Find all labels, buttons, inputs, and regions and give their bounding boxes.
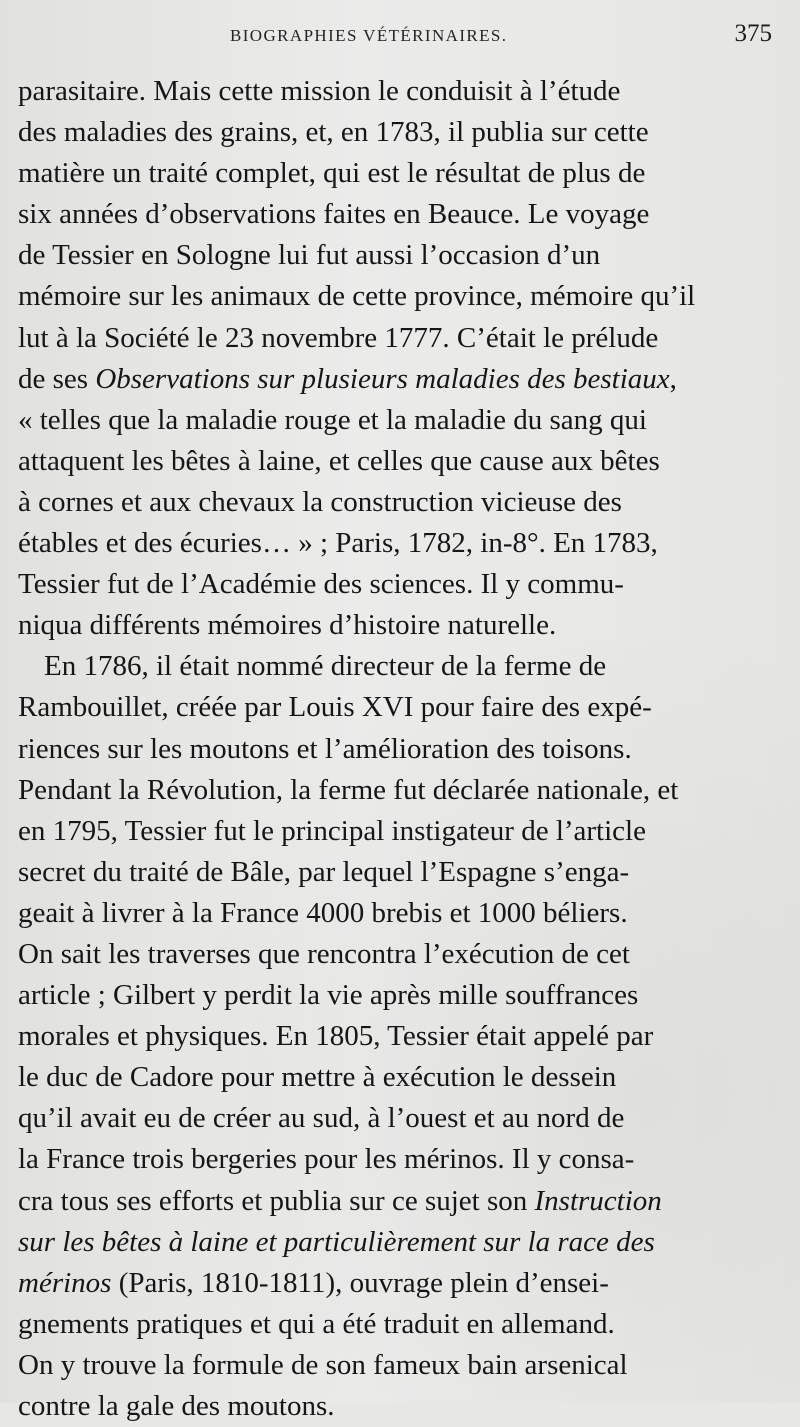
text-line: contre la gale des moutons. (18, 1390, 335, 1422)
text-line: six années d’observations faites en Beauce. Le voyage (18, 198, 650, 231)
paragraph-start-line: En 1786, il était nommé directeur de la ferme de (44, 650, 607, 683)
text-line: On y trouve la formule de son fameux bain arsenical (18, 1348, 628, 1381)
text-line: gnements pratiques et qui a été traduit en allemand. (18, 1307, 615, 1340)
text-line-with-italic-title (18, 1222, 773, 1263)
text-line: matière un traité complet, qui est le résultat de plus de (18, 157, 646, 190)
line-text: (Paris, 1810-1811), ouvrage plein d’ensei- (111, 1266, 609, 1299)
italic-title: sur les bêtes à laine et particulièrement sur la race des (18, 1225, 655, 1258)
body-text (18, 71, 773, 1427)
text-line: étables et des écuries… » ; Paris, 1782, in-8°. En 1783, (18, 527, 658, 560)
text-line: le duc de Cadore pour mettre à exécution le dessein (18, 1061, 617, 1094)
text-line: On sait les traverses que rencontra l’exécution de cet (18, 937, 630, 970)
text-line: « telles que la maladie rouge et la maladie du sang qui (18, 403, 647, 436)
italic-title: mérinos (18, 1266, 112, 1299)
text-line: lut à la Société le 23 novembre 1777. C’était le prélude (18, 321, 659, 354)
text-line: morales et physiques. En 1805, Tessier était appelé par (18, 1020, 654, 1053)
text-line: de Tessier en Sologne lui fut aussi l’occasion d’un (18, 239, 601, 272)
italic-title: Observations sur plusieurs maladies des bestiaux (95, 362, 670, 395)
text-line: à cornes et aux chevaux la construction vicieuse des (18, 485, 622, 518)
line-text: , (669, 362, 677, 395)
line-text: cra tous ses efforts et publia sur ce sujet son (18, 1184, 535, 1217)
text-line: parasitaire. Mais cette mission le conduisit à l’étude (18, 75, 621, 107)
text-line: Pendant la Révolution, la ferme fut déclarée nationale, et (18, 773, 679, 806)
text-line: en 1795, Tessier fut le principal instigateur de l’article (18, 814, 646, 847)
text-line: qu’il avait eu de créer au sud, à l’ouest et au nord de (18, 1102, 625, 1135)
text-line: geait à livrer à la France 4000 brebis et 1000 béliers. (18, 896, 628, 929)
text-line: riences sur les moutons et l’amélioration des toisons. (18, 732, 632, 765)
text-line: secret du traité de Bâle, par lequel l’Espagne s’enga- (18, 855, 630, 888)
page-header (0, 20, 800, 54)
text-line: article ; Gilbert y perdit la vie après mille souffrances (18, 979, 639, 1012)
text-line-with-italic-title (18, 359, 773, 400)
text-line: des maladies des grains, et, en 1783, il publia sur cette (18, 116, 649, 149)
running-head: BIOGRAPHIES VÉTÉRINAIRES. (230, 26, 508, 45)
text-line: niqua différents mémoires d’histoire naturelle. (18, 609, 557, 642)
text-line: Rambouillet, créée par Louis XVI pour faire des expé- (18, 691, 652, 724)
text-line: attaquent les bêtes à laine, et celles que cause aux bêtes (18, 444, 660, 477)
text-line-with-italic-title (18, 1263, 773, 1304)
text-line: Tessier fut de l’Académie des sciences. Il y commu- (18, 568, 624, 601)
line-text: de ses (18, 362, 96, 395)
text-line: mémoire sur les animaux de cette province, mémoire qu’il (18, 280, 696, 313)
italic-title: Instruction (534, 1184, 662, 1217)
page-number: 375 (734, 20, 772, 47)
text-line: la France trois bergeries pour les mérinos. Il y consa- (18, 1143, 635, 1176)
text-line-with-italic-title (18, 1181, 773, 1222)
